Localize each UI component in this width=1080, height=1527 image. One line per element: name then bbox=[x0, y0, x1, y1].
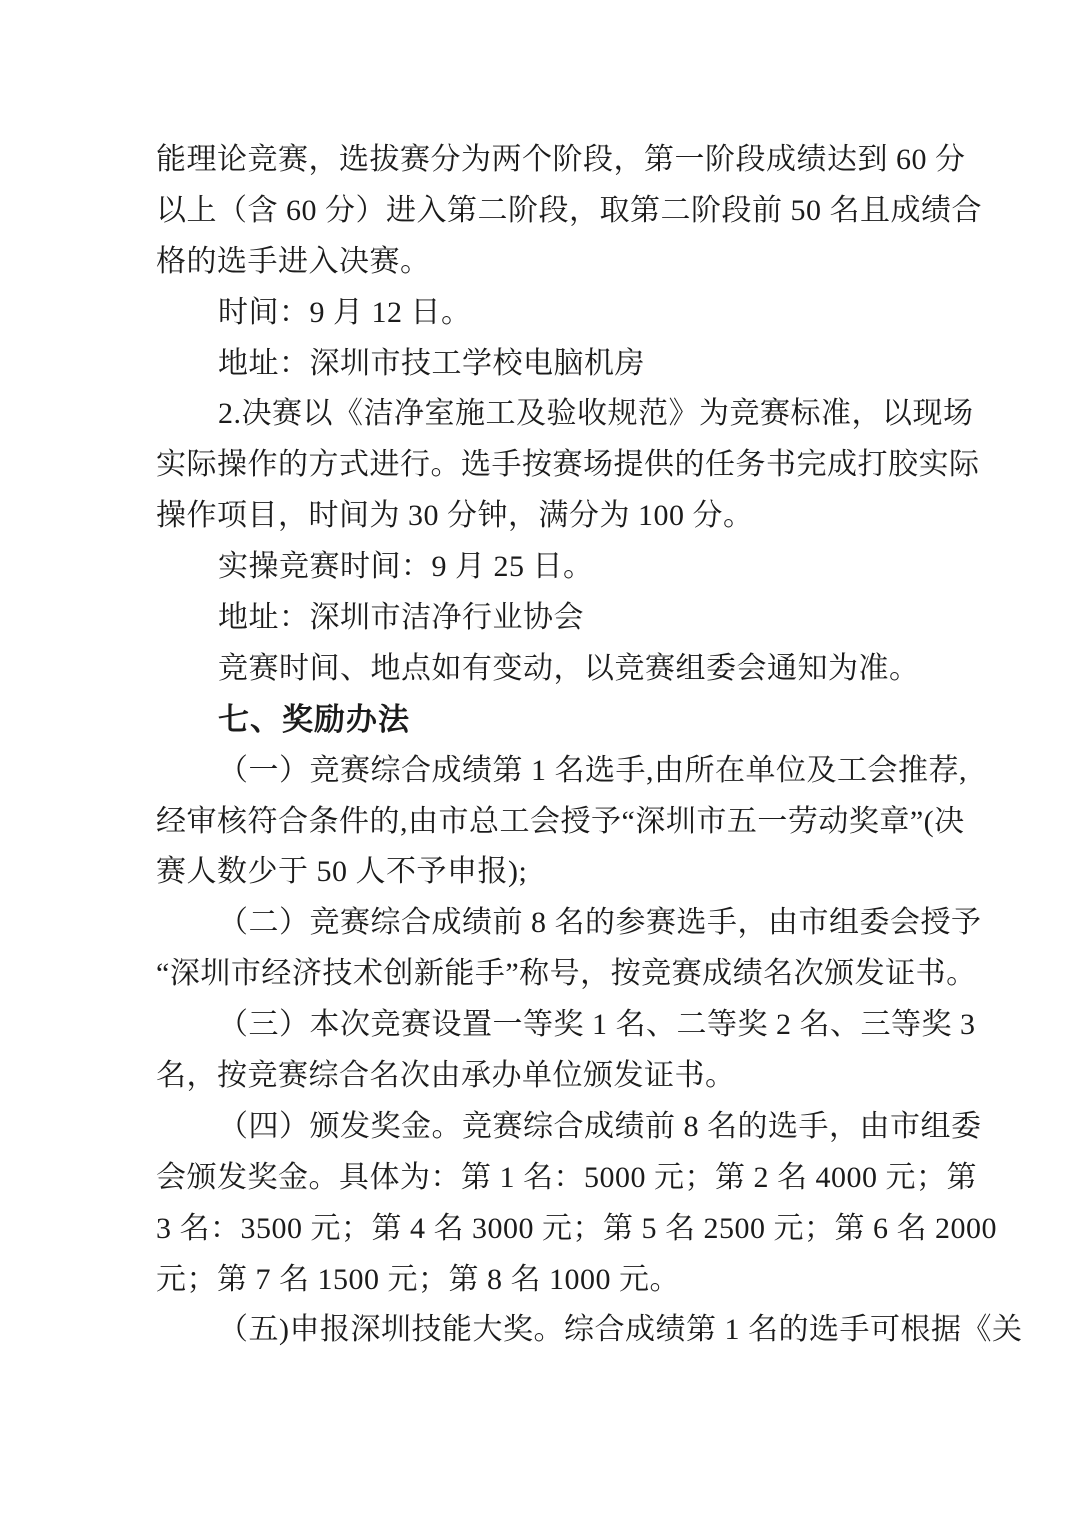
text-line: （三）本次竞赛设置一等奖 1 名、二等奖 2 名、三等奖 3 bbox=[218, 1008, 976, 1042]
text-line: 格的选手进入决赛。 bbox=[156, 244, 431, 278]
section-heading: 七、奖励办法 bbox=[218, 701, 410, 737]
text-line: 操作项目，时间为 30 分钟，满分为 100 分。 bbox=[156, 499, 754, 533]
text-line: 竞赛时间、地点如有变动，以竞赛组委会通知为准。 bbox=[218, 651, 920, 685]
text-line: 实操竞赛时间：9 月 25 日。 bbox=[218, 550, 594, 584]
text-line: 时间：9 月 12 日。 bbox=[218, 295, 472, 329]
document-text-block bbox=[156, 135, 1023, 1356]
text-line: 2.决赛以《洁净室施工及验收规范》为竞赛标准，以现场 bbox=[218, 397, 974, 431]
text-line: 3 名：3500 元；第 4 名 3000 元；第 5 名 2500 元；第 6 名 2000 bbox=[156, 1211, 997, 1245]
text-line: 地址：深圳市技工学校电脑机房 bbox=[218, 346, 645, 380]
text-line: 赛人数少于 50 人不予申报); bbox=[156, 855, 528, 889]
text-line: 实际操作的方式进行。选手按赛场提供的任务书完成打胶实际 bbox=[156, 448, 980, 482]
text-line: 名，按竞赛综合名次由承办单位颁发证书。 bbox=[156, 1059, 736, 1093]
text-line: 会颁发奖金。具体为：第 1 名：5000 元；第 2 名 4000 元；第 bbox=[156, 1160, 977, 1194]
text-line: 元；第 7 名 1500 元；第 8 名 1000 元。 bbox=[156, 1262, 680, 1296]
text-line: 地址：深圳市洁净行业协会 bbox=[218, 601, 584, 635]
text-line: 经审核符合条件的,由市总工会授予“深圳市五一劳动奖章”(决 bbox=[156, 804, 965, 838]
text-line: （五)申报深圳技能大奖。综合成绩第 1 名的选手可根据《关 bbox=[218, 1313, 1023, 1347]
text-line: “深圳市经济技术创新能手”称号，按竞赛成绩名次颁发证书。 bbox=[156, 957, 977, 991]
text-line: 以上（含 60 分）进入第二阶段，取第二阶段前 50 名且成绩合 bbox=[156, 193, 982, 227]
text-line: 能理论竞赛，选拔赛分为两个阶段，第一阶段成绩达到 60 分 bbox=[156, 143, 966, 176]
text-line: （二）竞赛综合成绩前 8 名的参赛选手，由市组委会授予 bbox=[218, 906, 982, 940]
text-line: （一）竞赛综合成绩第 1 名选手,由所在单位及工会推荐, bbox=[218, 753, 967, 787]
text-line: （四）颁发奖金。竞赛综合成绩前 8 名的选手，由市组委 bbox=[218, 1109, 982, 1143]
